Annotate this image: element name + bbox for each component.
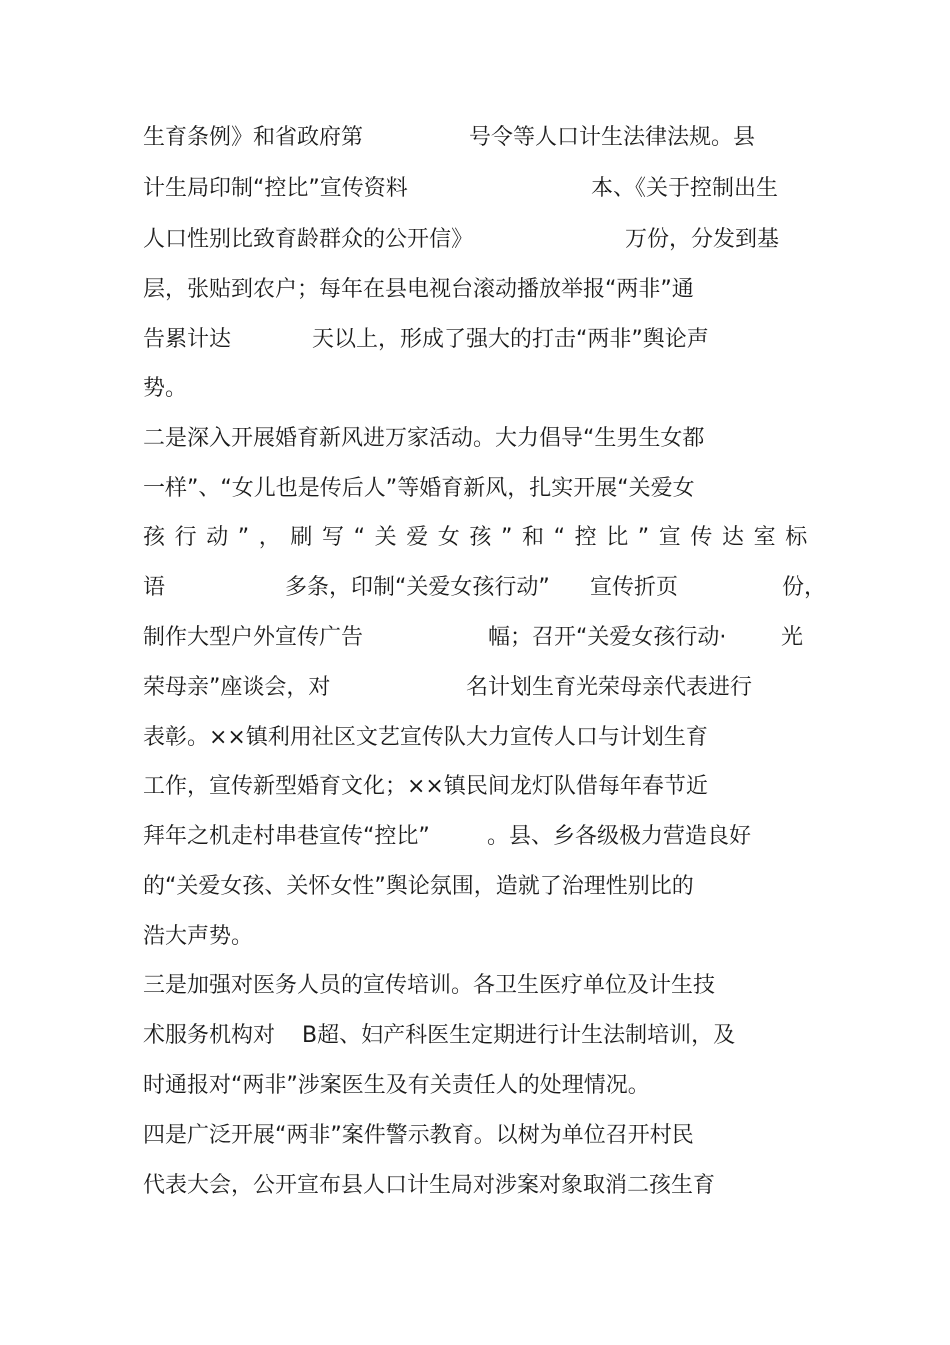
text-segment: 号令等人口计生法律法规。县 [469,125,756,150]
text-segment: 人口性别比致育龄群众的公开信》 [143,227,474,252]
text-segment: 的“关爱女孩、关怀女性”舆论氛围，造就了治理性别比的 [143,874,694,899]
text-segment: 生育条例》和省政府第 [143,125,364,150]
text-segment: 幅；召开“关爱女孩行动· [488,625,727,650]
text-segment: 本、《关于控制出生 [591,176,779,201]
text-segment: 宣传折页 [590,575,679,600]
text-segment: 多条，印制“关爱女孩行动” [285,575,550,600]
text-segment: 告累计达 [143,327,232,352]
text-segment: 拜年之机走村串巷宣传“控比” [143,824,430,849]
text-segment: 势。 [143,376,188,401]
text-segment: 天以上，形成了强大的打击“两非”舆论声 [312,327,709,352]
text-segment: 表彰。××镇利用社区文艺宣传队大力宣传人口与计划生育 [143,725,708,750]
text-segment: 语 [143,575,166,600]
text-segment: 。县、乡各级极力营造良好 [487,824,752,849]
text-segment: 工作，宣传新型婚育文化；××镇民间龙灯队借每年春节近 [143,774,708,799]
text-segment: 三是加强对医务人员的宣传培训。各卫生医疗单位及计生技 [143,973,716,998]
text-segment: 孩行动”，刷写“关爱女孩”和“控比”宣传达室标 [143,525,817,550]
text-segment: 二是深入开展婚育新风进万家活动。大力倡导“生男生女都 [143,426,705,451]
text-segment: 浩大声势。 [143,924,254,949]
text-segment: 代表大会，公开宣布县人口计生局对涉案对象取消二孩生育 [143,1173,716,1198]
text-segment: B超、妇产科医生定期进行计生法制培训，及 [302,1023,736,1048]
text-segment: 四是广泛开展“两非”案件警示教育。以树为单位召开村民 [143,1123,694,1148]
text-segment: 荣母亲”座谈会，对 [143,675,331,700]
text-segment: 份， [782,575,827,600]
text-segment: 一样”、“女儿也是传后人”等婚育新风，扎实开展“关爱女 [143,476,695,501]
text-segment: 术服务机构对 [143,1023,276,1048]
text-segment: 层，张贴到农户；每年在县电视台滚动播放举报“两非”通 [143,277,694,302]
text-segment: 制作大型户外宣传广告 [143,625,364,650]
text-segment: 万份，分发到基 [625,227,780,252]
text-segment: 计生局印制“控比”宣传资料 [143,176,408,201]
text-segment: 名计划生育光荣母亲代表进行 [466,675,753,700]
text-segment: 时通报对“两非”涉案医生及有关责任人的处理情况。 [143,1073,650,1098]
text-segment: 光 [781,625,804,650]
